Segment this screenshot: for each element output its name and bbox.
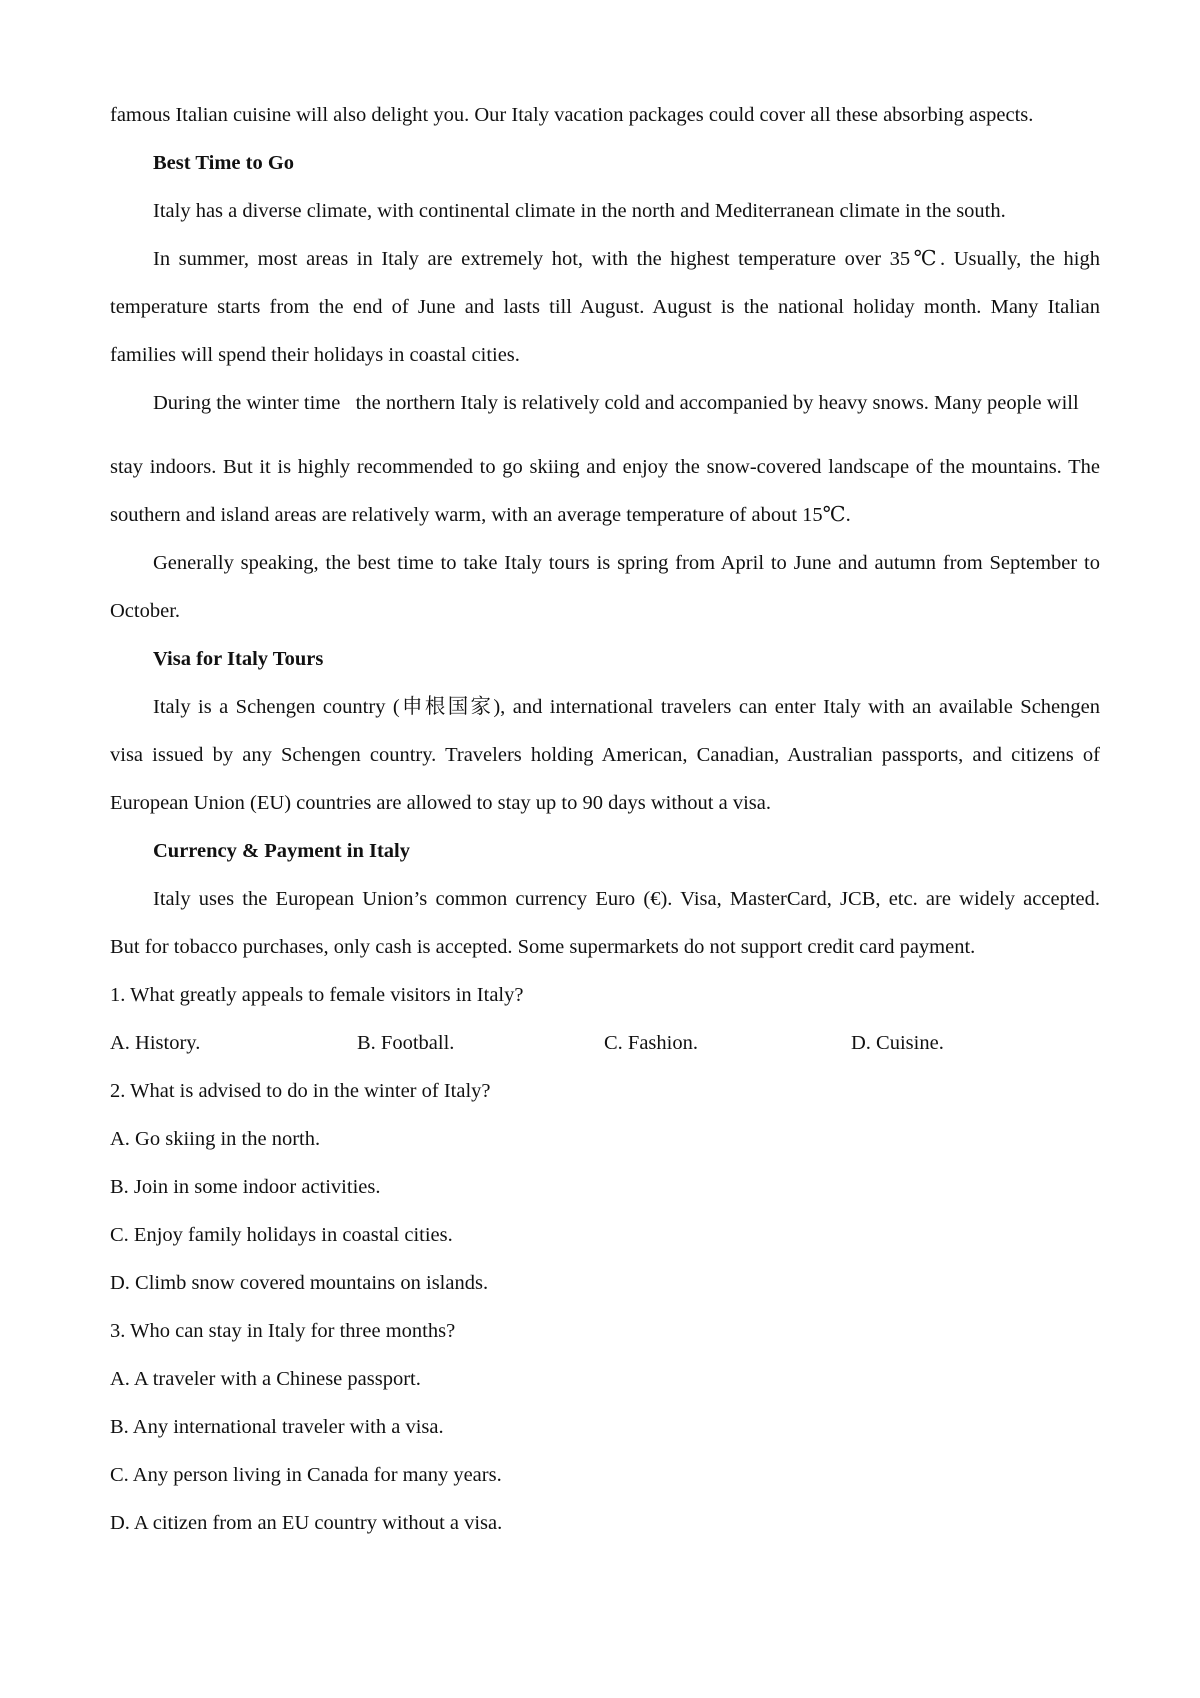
question-1-stem: 1. What greatly appeals to female visitors in Italy? [110, 984, 524, 1006]
currency-heading: Currency & Payment in Italy [153, 840, 410, 862]
best-season-line-1: Generally speaking, the best time to take Italy tours is spring from April to June and autumn from September to [153, 552, 1100, 574]
intro-tail-line: famous Italian cuisine will also delight you. Our Italy vacation packages could cover all these absorbing aspects. [110, 104, 1034, 126]
question-3-option-c: C. Any person living in Canada for many years. [110, 1464, 502, 1486]
question-3-stem: 3. Who can stay in Italy for three months? [110, 1320, 456, 1342]
visa-heading: Visa for Italy Tours [153, 648, 324, 670]
question-1-option-c: C. Fashion. [604, 1032, 698, 1054]
best-time-heading: Best Time to Go [153, 152, 295, 174]
question-1-option-d: D. Cuisine. [851, 1032, 944, 1054]
winter-line-1: During the winter time the northern Italy is relatively cold and accompanied by heavy snows. Many people will [153, 392, 1079, 414]
winter-line-3: southern and island areas are relatively warm, with an average temperature of about 15℃. [110, 504, 851, 526]
question-2-option-b: B. Join in some indoor activities. [110, 1176, 381, 1198]
question-1-option-a: A. History. [110, 1032, 201, 1054]
visa-line-1: Italy is a Schengen country (申根国家), and international travelers can enter Italy with an available Schengen [153, 696, 1100, 718]
currency-line-1: Italy uses the European Union’s common currency Euro (€). Visa, MasterCard, JCB, etc. are widely accepted. [153, 888, 1100, 910]
question-2-option-d: D. Climb snow covered mountains on islands. [110, 1272, 489, 1294]
question-2-option-a: A. Go skiing in the north. [110, 1128, 321, 1150]
question-2-stem: 2. What is advised to do in the winter of Italy? [110, 1080, 491, 1102]
question-3-option-b: B. Any international traveler with a visa. [110, 1416, 444, 1438]
summer-line-3: families will spend their holidays in coastal cities. [110, 344, 520, 366]
visa-line-3: European Union (EU) countries are allowed to stay up to 90 days without a visa. [110, 792, 771, 814]
currency-line-2: But for tobacco purchases, only cash is accepted. Some supermarkets do not support credit card payment. [110, 936, 976, 958]
summer-line-1: In summer, most areas in Italy are extremely hot, with the highest temperature over 35℃. Usually, the high [153, 248, 1100, 270]
question-3-option-a: A. A traveler with a Chinese passport. [110, 1368, 421, 1390]
climate-paragraph: Italy has a diverse climate, with continental climate in the north and Mediterranean climate in the south. [153, 200, 1006, 222]
visa-line-2: visa issued by any Schengen country. Travelers holding American, Canadian, Australian passports, and citizens of [110, 744, 1100, 766]
question-1-option-b: B. Football. [357, 1032, 455, 1054]
summer-line-2: temperature starts from the end of June and lasts till August. August is the national holiday month. Many Italian [110, 296, 1100, 318]
question-2-option-c: C. Enjoy family holidays in coastal cities. [110, 1224, 453, 1246]
best-season-line-2: October. [110, 600, 181, 622]
question-3-option-d: D. A citizen from an EU country without a visa. [110, 1512, 503, 1534]
winter-line-2: stay indoors. But it is highly recommended to go skiing and enjoy the snow-covered landscape of the mountains. The [110, 456, 1100, 478]
